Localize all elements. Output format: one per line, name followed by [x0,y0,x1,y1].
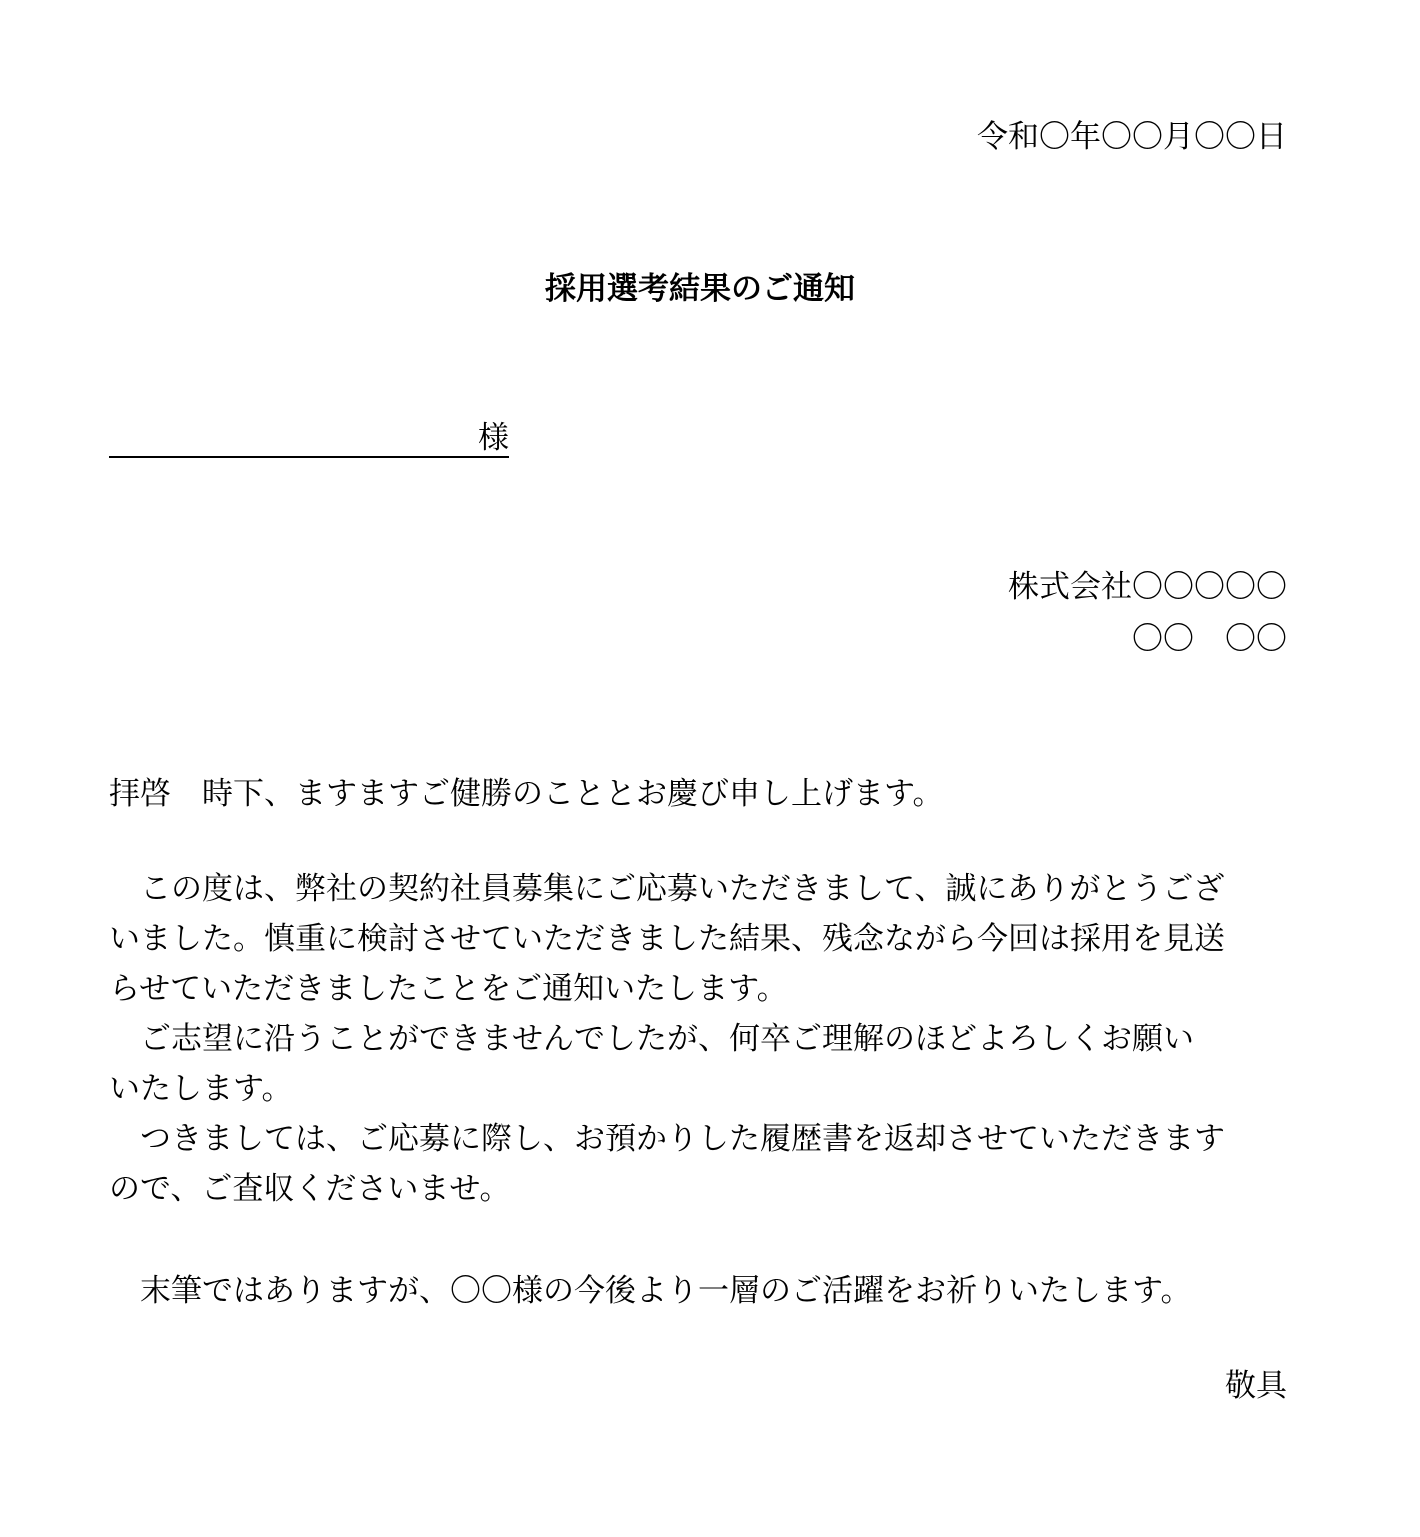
closing-sentence: 末筆ではありますが、〇〇様の今後より一層のご活躍をお祈りいたします。 [109,1273,1192,1309]
body-line: いました。慎重に検討させていただきました結果、残念ながら今回は採用を見送 [109,921,1225,957]
sender-name: 〇〇 〇〇 [1132,621,1287,657]
company-name: 株式会社〇〇〇〇〇 [1008,569,1287,605]
letter-date: 令和〇年〇〇月〇〇日 [977,119,1287,155]
body-line: ので、ご査収くださいませ。 [109,1171,511,1207]
body-line: らせていただきましたことをご通知いたします。 [109,971,788,1007]
letter-body [109,864,1309,1214]
opening-greeting: 拝啓 時下、ますますご健勝のこととお慶び申し上げます。 [109,776,944,812]
body-line: つきましては、ご応募に際し、お預かりした履歴書を返却させていただきます [109,1121,1225,1157]
body-line: ご志望に沿うことができませんでしたが、何卒ご理解のほどよろしくお願い [109,1021,1194,1057]
body-line: この度は、弊社の契約社員募集にご応募いただきまして、誠にありがとうござ [109,871,1225,907]
letter-title: 採用選考結果のご通知 [545,271,855,307]
body-line: いたします。 [109,1071,293,1107]
sign-off: 敬具 [1225,1368,1287,1404]
recipient-honorific: 様 [478,420,509,456]
recipient-line [109,419,509,458]
